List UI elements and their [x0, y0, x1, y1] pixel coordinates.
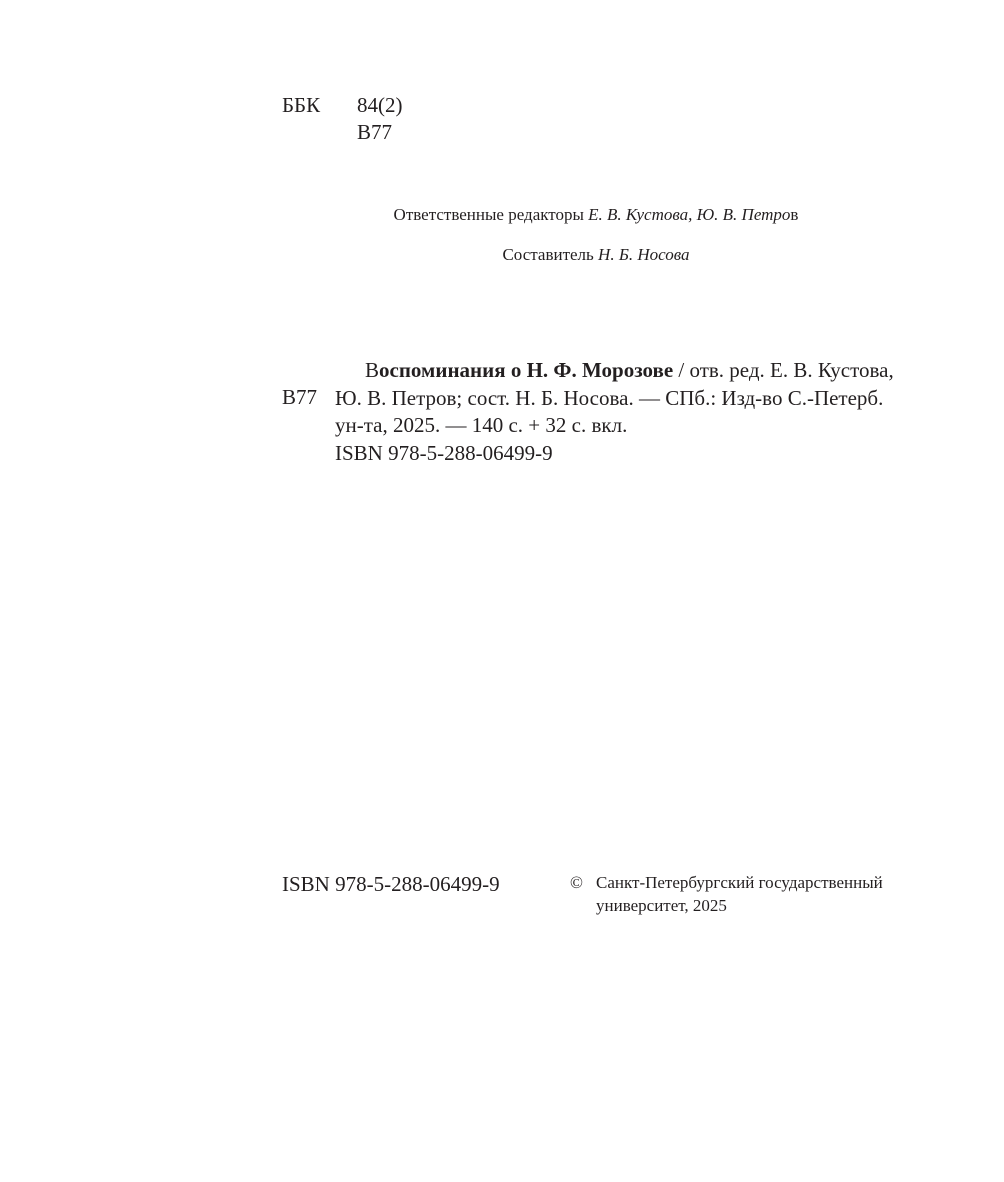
responsible-editors	[0, 204, 1004, 226]
copyright-text	[596, 871, 883, 917]
editors-prefix: Ответственные редакторы	[393, 205, 589, 224]
bbk-code-author-mark: В77	[357, 120, 393, 144]
compiler-prefix: Составитель	[502, 245, 599, 264]
bbk-code-classification: 84(2)	[357, 93, 403, 117]
entry-line-1	[335, 357, 915, 385]
copyright-line-1: Санкт-Петербургский государственный	[596, 873, 883, 892]
entry-isbn: ISBN 978-5-288-06499-9	[335, 440, 553, 465]
editors-names: Е. В. Кустова, Ю. В. Петро	[588, 205, 791, 224]
bbk-label: ББК	[282, 93, 321, 117]
editors-suffix: в	[790, 205, 799, 224]
entry-title-lead: В	[365, 358, 380, 382]
isbn: ISBN 978-5-288-06499-9	[282, 872, 500, 896]
entry-line-3: ун-та, 2025. — 140 с. + 32 с. вкл.	[335, 413, 628, 437]
compiler-line	[0, 244, 1004, 266]
entry-line-2: Ю. В. Петров; сост. Н. Б. Носова. — СПб.: Изд-во С.-Петерб.	[335, 385, 884, 410]
entry-line-1-rest: / отв. ред. Е. В. Кустова,	[673, 358, 894, 382]
bbk-codes	[357, 92, 403, 146]
entry-title: оспоминания о Н. Ф. Морозове	[379, 358, 674, 382]
compiler-name: Н. Б. Носова	[598, 245, 690, 264]
bibliographic-entry	[335, 357, 915, 467]
copyright-line-2: университет, 2025	[596, 896, 727, 915]
entry-author-mark: В77	[282, 385, 318, 409]
copyright-symbol: ©	[570, 873, 583, 892]
